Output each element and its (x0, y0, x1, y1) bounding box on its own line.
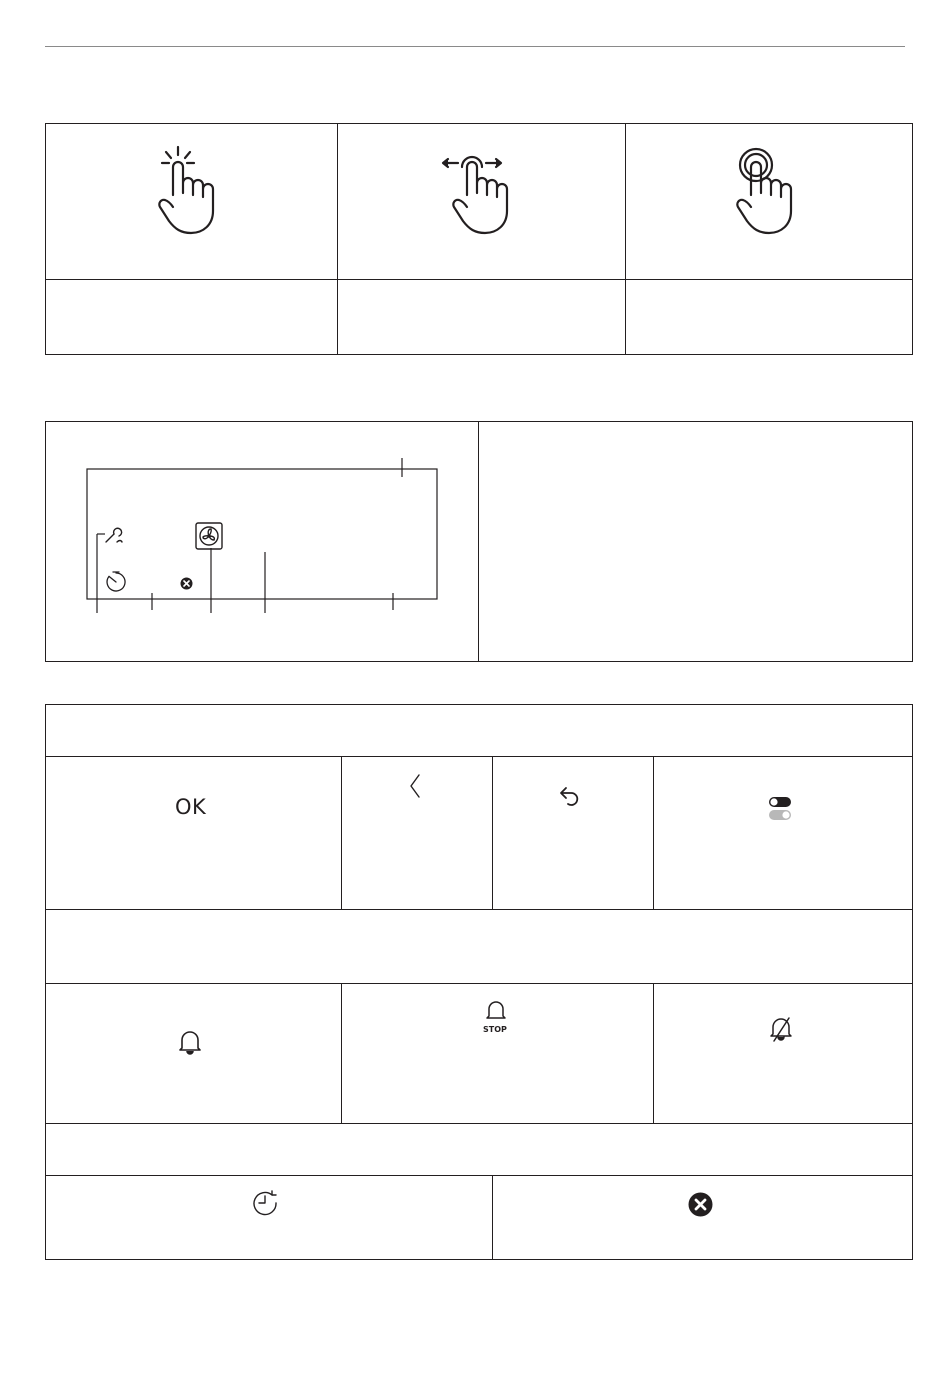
gesture-table-col1 (337, 123, 338, 355)
fan-heating-icon (195, 522, 223, 550)
tap-gesture-icon (150, 143, 230, 238)
display-table-col (478, 421, 479, 662)
display-diagram (80, 450, 450, 620)
clock-refresh-icon (252, 1190, 280, 1218)
swipe-gesture-icon (438, 143, 518, 238)
toggle-switch-icon (768, 796, 794, 822)
back-chevron-icon (408, 773, 422, 799)
symbols-r1-col1 (341, 756, 342, 909)
bell-icon (177, 1028, 203, 1056)
food-probe-icon (104, 524, 128, 546)
header-rule (45, 46, 905, 47)
symbols-table (45, 704, 913, 1260)
cancel-circle-icon (688, 1192, 713, 1217)
bell-off-icon (767, 1015, 795, 1043)
press-hold-gesture-icon (728, 143, 808, 238)
bell-stop-icon (484, 1000, 508, 1022)
symbols-row2 (45, 909, 913, 910)
ok-symbol-label: OK (175, 795, 207, 819)
bell-stop-label: STOP (483, 1025, 507, 1034)
timer-icon (104, 570, 128, 594)
symbols-r1-col2 (492, 756, 493, 909)
gesture-table-divider (45, 279, 913, 280)
symbols-r3-col2 (653, 983, 654, 1123)
symbols-row3 (45, 983, 913, 984)
symbols-r5-col1 (492, 1175, 493, 1260)
display-screen-outline (87, 469, 437, 599)
symbols-r3-col1 (341, 983, 342, 1123)
symbols-row4 (45, 1123, 913, 1124)
symbols-r1-col3 (653, 756, 654, 909)
symbols-row5 (45, 1175, 913, 1176)
symbols-row1 (45, 756, 913, 757)
gesture-table-col2 (625, 123, 626, 355)
undo-icon (557, 785, 581, 809)
cancel-small-icon (180, 577, 193, 590)
